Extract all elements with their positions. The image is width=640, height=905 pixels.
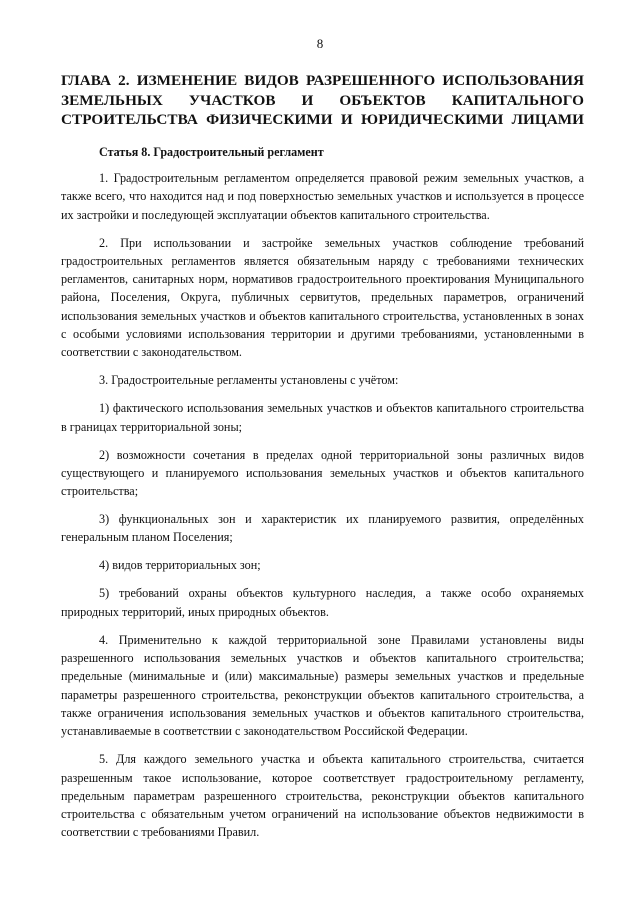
paragraph-2: 2. При использовании и застройке земельных участков соблюдение требований градостроительных регламентов является обязательным наряду с требованиями технических регламентов, санитарных норм, нормативов градостроительного проектирования Муниципального района, Поселения, Округа, публичных сервитутов, предельных параметров, ограничений использования земельных участков и объектов капитального строительства, установленных в зонах с особыми условиями использования территории и другими требованиями, установленными в соответствии с законодательством. — [61, 235, 584, 360]
article-title: Статья 8. Градостроительный регламент — [99, 145, 324, 159]
list-item-2: 2) возможности сочетания в пределах одной территориальной зоны различных видов существующего и планируемого использования земельных участков и объектов капитального строительства; — [61, 447, 584, 499]
list-item-3: 3) функциональных зон и характеристик их планируемого развития, определённых генеральным планом Поселения; — [61, 512, 584, 545]
paragraph-3: 3. Градостроительные регламенты установлены с учётом: — [99, 373, 399, 388]
paragraph-1: 1. Градостроительным регламентом определяется правовой режим земельных участков, а также всего, что находится над и под поверхностью земельных участков и используется в процессе их застройки и последующей эксплуатации объектов капитального строительства. — [61, 171, 584, 222]
chapter-title — [61, 71, 584, 130]
paragraph-5: 5. Для каждого земельного участка и объекта капитального строительства, считается разрешенным такое использование, которое соответствует градостроительному регламенту, предельным параметрам разрешенного строительства, реконструкции объектов капитального строительства с обязательным учетом ограничений на использование объектов недвижимости в соответствии с требованиями Правил. — [61, 752, 584, 840]
list-item-4: 4) видов территориальных зон; — [99, 558, 261, 573]
article-body — [61, 169, 584, 851]
paragraph-4: 4. Применительно к каждой территориальной зоне Правилами установлены виды разрешенного использования земельных участков и объектов капитального строительства; предельные (минимальные и (или) максимальные) размеры земельных участков и предельные параметры разрешенного строительства, реконструкции объектов капитального строительства, а также ограничения использования земельных участков и объектов капитального строительства, устанавливаемые в соответствии с законодательством Российской Федерации. — [61, 632, 584, 739]
chapter-title-line-2: ЗЕМЕЛЬНЫХ УЧАСТКОВ И ОБЪЕКТОВ КАПИТАЛЬНОГО — [61, 91, 584, 109]
chapter-title-line-3: СТРОИТЕЛЬСТВА ФИЗИЧЕСКИМИ И ЮРИДИЧЕСКИМИ ЛИЦАМИ — [61, 111, 584, 128]
chapter-title-line-1: ГЛАВА 2. ИЗМЕНЕНИЕ ВИДОВ РАЗРЕШЕННОГО ИСПОЛЬЗОВАНИЯ — [61, 72, 584, 89]
page-number: 8 — [316, 36, 324, 51]
list-item-1: 1) фактического использования земельных участков и объектов капитального строительства в границах территориальной зоны; — [61, 401, 584, 434]
list-item-5: 5) требований охраны объектов культурного наследия, а также особо охраняемых природных территорий, иных природных объектов. — [61, 586, 584, 619]
